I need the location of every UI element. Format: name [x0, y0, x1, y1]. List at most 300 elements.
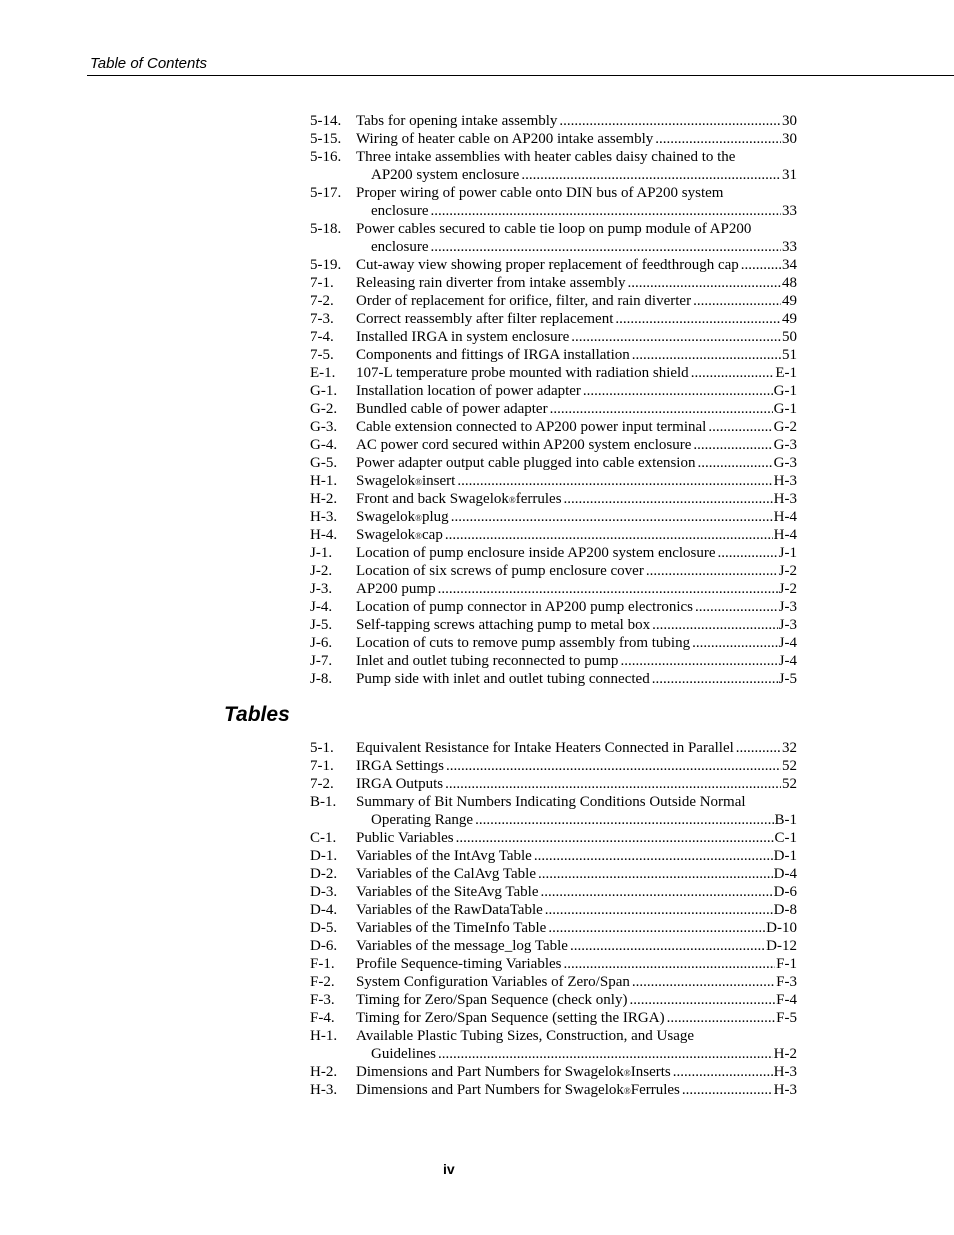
title-line	[356, 739, 797, 757]
title-text: AP200 system enclosure	[371, 167, 520, 183]
dot-leader	[550, 400, 773, 418]
page-reference[interactable]: H-2	[773, 1046, 797, 1062]
title-line	[356, 1009, 797, 1027]
title-line	[356, 1045, 797, 1063]
figure-entry[interactable]	[310, 454, 797, 472]
page-reference[interactable]: F-4	[776, 992, 797, 1008]
title-text: Profile Sequence-timing Variables	[356, 956, 562, 972]
title-text: Inlet and outlet tubing reconnected to pump	[356, 653, 619, 669]
tables-list	[310, 739, 797, 1099]
title-line	[356, 775, 797, 793]
figure-number: 7-1.	[310, 275, 334, 291]
table-title	[356, 793, 797, 829]
table-number: 5-1.	[310, 740, 334, 756]
dot-leader	[548, 919, 765, 937]
figure-title	[356, 508, 797, 526]
figure-entry[interactable]	[310, 616, 797, 634]
figure-number: J-8.	[310, 671, 333, 687]
page-reference[interactable]: H-3	[773, 1064, 797, 1080]
title-text: Variables of the SiteAvg Table	[356, 884, 539, 900]
title-line	[356, 256, 797, 274]
figure-number: G-3.	[310, 419, 338, 435]
title-line	[356, 166, 797, 184]
dot-leader	[564, 490, 773, 508]
page-reference[interactable]: 50	[782, 329, 797, 345]
page-reference[interactable]: G-1	[773, 401, 797, 417]
page-reference[interactable]: G-2	[773, 419, 797, 435]
table-entry[interactable]	[310, 973, 797, 991]
figure-title	[356, 580, 797, 598]
figure-title	[356, 544, 797, 562]
figure-number: J-5.	[310, 617, 333, 633]
dot-leader	[615, 310, 781, 328]
table-entry[interactable]	[310, 919, 797, 937]
page-number: iv	[443, 1161, 455, 1177]
table-entry[interactable]	[310, 1027, 797, 1063]
page-reference[interactable]: J-4	[778, 653, 797, 669]
dot-leader	[457, 472, 772, 490]
title-line	[356, 202, 797, 220]
figure-title	[356, 148, 797, 184]
dot-leader	[708, 418, 772, 436]
table-title	[356, 757, 797, 775]
table-entry[interactable]	[310, 829, 797, 847]
page-reference[interactable]: J-4	[778, 635, 797, 651]
title-text-tail: ferrules	[515, 491, 562, 507]
dot-leader	[456, 829, 774, 847]
dot-leader	[629, 991, 775, 1009]
table-entry[interactable]	[310, 865, 797, 883]
table-number: H-1.	[310, 1028, 338, 1044]
page-reference[interactable]: J-3	[778, 599, 797, 615]
title-text: Location of pump enclosure inside AP200 system enclosure	[356, 545, 716, 561]
title-text: Location of six screws of pump enclosure cover	[356, 563, 644, 579]
table-title	[356, 973, 797, 991]
dot-leader	[632, 346, 781, 364]
dot-leader	[632, 973, 775, 991]
figure-number: J-1.	[310, 545, 333, 561]
figure-entry[interactable]	[310, 364, 797, 382]
table-title	[356, 883, 797, 901]
title-text: Operating Range	[371, 812, 474, 828]
figure-entry[interactable]	[310, 652, 797, 670]
table-entry[interactable]	[310, 1009, 797, 1027]
dot-leader	[655, 130, 781, 148]
table-number: 7-2.	[310, 776, 334, 792]
figure-number: H-4.	[310, 527, 338, 543]
figure-entry[interactable]	[310, 184, 797, 220]
dot-leader	[691, 364, 775, 382]
title-text: Dimensions and Part Numbers for Swagelok	[356, 1064, 624, 1080]
page-reference[interactable]: J-2	[778, 563, 797, 579]
table-title	[356, 1063, 797, 1081]
dot-leader	[570, 937, 765, 955]
table-number: H-2.	[310, 1064, 338, 1080]
page-reference[interactable]: 49	[782, 311, 797, 327]
figure-entry[interactable]	[310, 598, 797, 616]
table-number: F-2.	[310, 974, 335, 990]
dot-leader	[583, 382, 773, 400]
title-text: System Configuration Variables of Zero/Span	[356, 974, 630, 990]
dot-leader	[445, 526, 773, 544]
title-line	[356, 1027, 797, 1045]
table-title	[356, 937, 797, 955]
title-line	[356, 418, 797, 436]
dot-leader	[667, 1009, 776, 1027]
figure-entry[interactable]	[310, 292, 797, 310]
title-line	[356, 865, 797, 883]
page-reference[interactable]: 30	[782, 131, 797, 147]
figure-entry[interactable]	[310, 346, 797, 364]
title-text: Wiring of heater cable on AP200 intake assembly	[356, 131, 654, 147]
table-number: F-3.	[310, 992, 335, 1008]
figure-entry[interactable]	[310, 256, 797, 274]
title-text: Self-tapping screws attaching pump to metal box	[356, 617, 651, 633]
figure-number: 7-2.	[310, 293, 334, 309]
figure-entry[interactable]	[310, 310, 797, 328]
title-text: Power cables secured to cable tie loop on pump module of AP200	[356, 221, 752, 237]
figure-number: 7-4.	[310, 329, 334, 345]
title-text: Guidelines	[371, 1046, 436, 1062]
title-line: Front and back Swagelok ® ferrules ..... H-3	[356, 490, 797, 508]
title-text: Location of cuts to remove pump assembly from tubing	[356, 635, 691, 651]
title-line	[356, 670, 797, 688]
table-number: D-4.	[310, 902, 338, 918]
title-line: Swagelok ® plug ..... H-4	[356, 508, 797, 526]
dot-leader	[538, 865, 773, 883]
dot-leader	[628, 274, 782, 292]
title-line	[356, 148, 797, 166]
table-entry[interactable]	[310, 739, 797, 757]
page-reference[interactable]: 52	[782, 758, 797, 774]
figure-entry[interactable]	[310, 670, 797, 688]
table-entry[interactable]	[310, 793, 797, 829]
title-line	[356, 400, 797, 418]
figure-number: G-4.	[310, 437, 338, 453]
figure-number: 5-15.	[310, 131, 342, 147]
title-line	[356, 811, 797, 829]
dot-leader	[652, 616, 778, 634]
page-reference[interactable]: H-3	[773, 491, 797, 507]
title-text: Three intake assemblies with heater cables daisy chained to the	[356, 149, 736, 165]
dot-leader	[736, 739, 781, 757]
header-rule	[87, 75, 954, 76]
table-title	[356, 865, 797, 883]
table-number: D-6.	[310, 938, 338, 954]
page-reference[interactable]: H-4	[773, 527, 797, 543]
figure-entry[interactable]	[310, 418, 797, 436]
table-entry[interactable]	[310, 901, 797, 919]
figure-entry[interactable]	[310, 634, 797, 652]
dot-leader	[652, 670, 778, 688]
title-text: Variables of the IntAvg Table	[356, 848, 532, 864]
figure-title	[356, 382, 797, 400]
page-reference[interactable]: H-3	[773, 473, 797, 489]
title-text: enclosure	[371, 239, 429, 255]
page-reference[interactable]: 33	[782, 203, 797, 219]
figure-entry[interactable]	[310, 220, 797, 256]
figure-title	[356, 472, 797, 490]
title-text: Components and fittings of IRGA installation	[356, 347, 630, 363]
table-entry[interactable]	[310, 1063, 797, 1081]
dot-leader	[697, 454, 772, 472]
title-text: Pump side with inlet and outlet tubing connected	[356, 671, 650, 687]
figure-number: J-3.	[310, 581, 333, 597]
figure-number: G-2.	[310, 401, 338, 417]
figure-title	[356, 310, 797, 328]
figure-entry[interactable]	[310, 328, 797, 346]
table-entry[interactable]	[310, 883, 797, 901]
figure-number: 5-14.	[310, 113, 342, 129]
figure-number: J-6.	[310, 635, 333, 651]
page-reference[interactable]: 34	[782, 257, 797, 273]
title-line	[356, 454, 797, 472]
page-reference[interactable]: J-1	[778, 545, 797, 561]
figure-entry[interactable]	[310, 526, 797, 544]
dot-leader	[692, 634, 778, 652]
title-text: Variables of the TimeInfo Table	[356, 920, 547, 936]
figure-number: E-1.	[310, 365, 336, 381]
table-title	[356, 775, 797, 793]
title-line	[356, 292, 797, 310]
figure-entry[interactable]	[310, 436, 797, 454]
dot-leader	[438, 1045, 773, 1063]
title-text: Swagelok	[356, 473, 416, 489]
dot-leader	[446, 757, 781, 775]
figure-title	[356, 292, 797, 310]
page-reference[interactable]: 32	[782, 740, 797, 756]
figure-entry[interactable]	[310, 382, 797, 400]
figure-number: 5-16.	[310, 149, 342, 165]
page-reference[interactable]: 52	[782, 776, 797, 792]
title-text-tail: cap	[422, 527, 443, 543]
figure-entry[interactable]	[310, 130, 797, 148]
page-reference[interactable]: G-3	[773, 455, 797, 471]
page-reference[interactable]: 49	[782, 293, 797, 309]
title-line	[356, 901, 797, 919]
figure-number: G-1.	[310, 383, 338, 399]
figure-title	[356, 112, 797, 130]
figure-title	[356, 490, 797, 508]
table-entry[interactable]	[310, 937, 797, 955]
page-reference[interactable]: D-6	[773, 884, 797, 900]
figure-title	[356, 616, 797, 634]
dot-leader	[693, 292, 781, 310]
title-text: Variables of the RawDataTable	[356, 902, 543, 918]
page-reference[interactable]: F-1	[776, 956, 797, 972]
title-line	[356, 919, 797, 937]
table-title	[356, 1081, 797, 1099]
dot-leader	[521, 166, 781, 184]
dot-leader	[571, 328, 781, 346]
table-title	[356, 919, 797, 937]
title-line	[356, 580, 797, 598]
title-text: Proper wiring of power cable onto DIN bus of AP200 system	[356, 185, 724, 201]
dot-leader	[438, 580, 778, 598]
title-text: Cut-away view showing proper replacement of feedthrough cap	[356, 257, 739, 273]
title-line	[356, 310, 797, 328]
page-reference[interactable]: J-2	[778, 581, 797, 597]
table-title	[356, 1009, 797, 1027]
page-reference[interactable]: F-5	[776, 1010, 797, 1026]
table-number: D-3.	[310, 884, 338, 900]
figure-entry[interactable]	[310, 508, 797, 526]
title-text: Installed IRGA in system enclosure	[356, 329, 570, 345]
figure-entry[interactable]	[310, 148, 797, 184]
dot-leader	[545, 901, 773, 919]
figure-title	[356, 328, 797, 346]
figure-number: J-4.	[310, 599, 333, 615]
page-reference[interactable]: D-1	[773, 848, 797, 864]
dot-leader	[695, 598, 778, 616]
figure-title	[356, 130, 797, 148]
title-text: Order of replacement for orifice, filter, and rain diverter	[356, 293, 692, 309]
title-line	[356, 382, 797, 400]
page-reference[interactable]: 51	[782, 347, 797, 363]
title-text: IRGA Outputs	[356, 776, 444, 792]
page-reference[interactable]: G-1	[773, 383, 797, 399]
title-line	[356, 364, 797, 382]
figure-entry[interactable]	[310, 400, 797, 418]
title-line	[356, 616, 797, 634]
dot-leader	[741, 256, 781, 274]
page-reference[interactable]: 48	[782, 275, 797, 291]
page-reference[interactable]: D-10	[766, 920, 797, 936]
figure-title	[356, 184, 797, 220]
figure-title	[356, 652, 797, 670]
figure-title	[356, 634, 797, 652]
page-reference[interactable]: F-3	[776, 974, 797, 990]
page-reference[interactable]: H-4	[773, 509, 797, 525]
figure-title	[356, 418, 797, 436]
table-title	[356, 1027, 797, 1063]
page-reference[interactable]: B-1	[774, 812, 797, 828]
figure-title	[356, 274, 797, 292]
table-entry[interactable]	[310, 775, 797, 793]
page-reference[interactable]: G-3	[773, 437, 797, 453]
page-reference[interactable]: 33	[782, 239, 797, 255]
title-line: Dimensions and Part Numbers for Swagelok ® Ferrules ..... H-3	[356, 1081, 797, 1099]
figure-title	[356, 256, 797, 274]
title-text: Bundled cable of power adapter	[356, 401, 548, 417]
page-reference[interactable]: J-5	[778, 671, 797, 687]
figure-number: H-2.	[310, 491, 338, 507]
title-text: Cable extension connected to AP200 power input terminal	[356, 419, 707, 435]
table-title	[356, 847, 797, 865]
table-number: B-1.	[310, 794, 337, 810]
title-text: Power adapter output cable plugged into cable extension	[356, 455, 696, 471]
page-reference[interactable]: D-12	[766, 938, 797, 954]
title-text: Installation location of power adapter	[356, 383, 581, 399]
figure-entry[interactable]	[310, 580, 797, 598]
dot-leader	[673, 1063, 773, 1081]
table-title	[356, 991, 797, 1009]
title-line	[356, 883, 797, 901]
page-reference[interactable]: 30	[782, 113, 797, 129]
figure-title	[356, 598, 797, 616]
dot-leader	[541, 883, 773, 901]
figure-number: 5-17.	[310, 185, 342, 201]
figure-entry[interactable]	[310, 274, 797, 292]
dot-leader	[620, 652, 777, 670]
title-text: enclosure	[371, 203, 429, 219]
table-title	[356, 955, 797, 973]
title-line	[356, 847, 797, 865]
figure-entry[interactable]	[310, 490, 797, 508]
figure-title	[356, 526, 797, 544]
title-text: AP200 pump	[356, 581, 436, 597]
figure-entry[interactable]	[310, 562, 797, 580]
title-text: Correct reassembly after filter replacement	[356, 311, 614, 327]
table-entry[interactable]	[310, 847, 797, 865]
table-entry[interactable]	[310, 1081, 797, 1099]
table-number: H-3.	[310, 1082, 338, 1098]
title-line	[356, 793, 797, 811]
page-reference[interactable]: H-3	[773, 1082, 797, 1098]
table-number: F-4.	[310, 1010, 335, 1026]
dot-leader	[682, 1081, 773, 1099]
page-reference[interactable]: E-1	[775, 365, 797, 381]
figure-number: 7-3.	[310, 311, 334, 327]
figure-entry[interactable]	[310, 112, 797, 130]
page-reference[interactable]: D-4	[773, 866, 797, 882]
title-line	[356, 955, 797, 973]
title-text-tail: Ferrules	[630, 1082, 680, 1098]
figure-title	[356, 436, 797, 454]
figure-number: 5-19.	[310, 257, 342, 273]
dot-leader	[693, 436, 772, 454]
title-text: Timing for Zero/Span Sequence (setting the IRGA)	[356, 1010, 665, 1026]
title-text: AC power cord secured within AP200 system enclosure	[356, 437, 692, 453]
figure-entry[interactable]	[310, 544, 797, 562]
figure-number: J-2.	[310, 563, 333, 579]
title-text: 107-L temperature probe mounted with radiation shield	[356, 365, 689, 381]
title-text: Equivalent Resistance for Intake Heaters Connected in Parallel	[356, 740, 734, 756]
table-number: D-1.	[310, 848, 338, 864]
title-line	[356, 562, 797, 580]
table-entry[interactable]	[310, 955, 797, 973]
table-entry[interactable]	[310, 757, 797, 775]
figure-number: H-3.	[310, 509, 338, 525]
title-line	[356, 991, 797, 1009]
title-text: Public Variables	[356, 830, 454, 846]
title-text: Variables of the CalAvg Table	[356, 866, 537, 882]
table-entry[interactable]	[310, 991, 797, 1009]
title-line: Swagelok ® insert ..... H-3	[356, 472, 797, 490]
title-text-tail: insert	[422, 473, 456, 489]
title-text: Available Plastic Tubing Sizes, Construction, and Usage	[356, 1028, 695, 1044]
table-number: D-5.	[310, 920, 338, 936]
page-reference[interactable]: D-8	[773, 902, 797, 918]
figure-title	[356, 220, 797, 256]
title-line	[356, 829, 797, 847]
title-text: Summary of Bit Numbers Indicating Conditions Outside Normal	[356, 794, 746, 810]
figure-title	[356, 454, 797, 472]
dot-leader	[475, 811, 773, 829]
page-reference[interactable]: 31	[782, 167, 797, 183]
figure-title	[356, 364, 797, 382]
dot-leader	[430, 238, 781, 256]
page-reference[interactable]: J-3	[778, 617, 797, 633]
figure-entry[interactable]	[310, 472, 797, 490]
title-line	[356, 757, 797, 775]
title-line	[356, 112, 797, 130]
title-text: Location of pump connector in AP200 pump electronics	[356, 599, 694, 615]
title-line	[356, 238, 797, 256]
page-reference[interactable]: C-1	[774, 830, 797, 846]
figures-list	[310, 112, 797, 688]
table-number: D-2.	[310, 866, 338, 882]
